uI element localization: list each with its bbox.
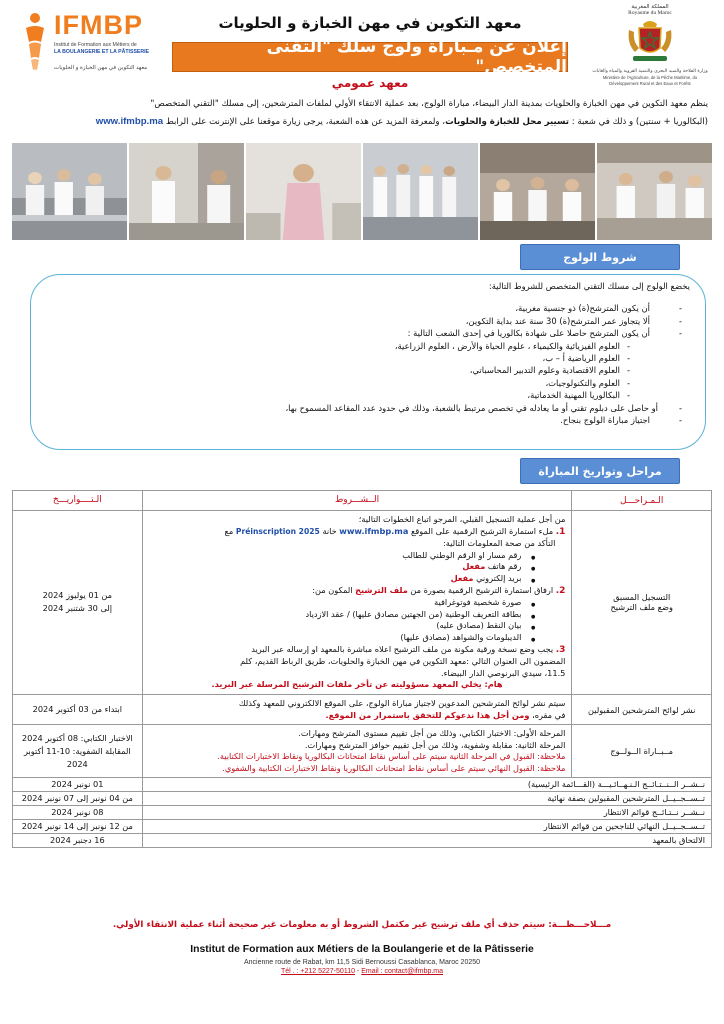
announcement-banner	[172, 37, 568, 77]
waiting-list-label: نــشــر نــتـائــج قوائم الانتظار	[142, 806, 711, 820]
header-step: الـمـراحـــل	[572, 491, 712, 511]
specialty-name: تسيير محل للخبازة والحلويات	[445, 117, 569, 127]
branch-item: - العلوم الاقتصادية وعلوم التدبير المحاسباتي،	[40, 364, 690, 376]
final-results-date: 01 نونبر 2024	[13, 778, 143, 792]
photo-kitchen-2	[129, 143, 244, 240]
photo-kitchen-4	[363, 143, 478, 240]
branch-item: - العلوم الرياضية أ – ب،	[40, 352, 690, 364]
ifmbp-figure-icon	[22, 12, 48, 72]
intro-line-1: ينظم معهد التكوين في مهن الخبازة والحلويات بمدينة الدار البيضاء، مباراة الولوج، بعد عملية الانتقاء الأولي لملفات المترشحين، إلى مسلك "التقني المتخصص"	[150, 99, 708, 109]
publish-lists-date: ابتداء من 03 أكتوبر 2024	[13, 694, 143, 724]
step-publish-lists: نشر لوائح المترشحين المقبولين	[572, 694, 712, 724]
final-registration-date: من 04 نونبر إلى 07 نونبر 2024	[13, 792, 143, 806]
list-item: ● رقم مسار او الرقم الوطني للطالب	[149, 550, 566, 562]
photo-kitchen-6	[597, 143, 712, 240]
final-results-label: نــشــر الــنــتـائــج الـنـهــائـيـــة (القـــائمة الرئيسية)	[142, 778, 711, 792]
important-note: مـــلاحـــظـــة: سيتم حذف أي ملف ترشيح غير مكتمل الشروط أو به معلومات غير صحيحة أثناء عملية الانتقاء الأولي.	[112, 920, 612, 930]
header-dates: الـتــــواريـــخ	[13, 491, 143, 511]
website-link[interactable]: www.ifmbp.ma	[339, 525, 409, 536]
condition-item: - أن يكون المترشح حاصلا على شهادة بكالوريا في إحدى الشعب التالية :	[40, 327, 690, 339]
list-item: ● الديبلومات والشواهد (مصادق عليها)	[149, 632, 566, 644]
entrance-exam-dates: الاختبار الكتابي: 08 أكتوبر 2024 المقابلة الشفوية: 10-11 أكتوبر 2024	[13, 725, 143, 778]
table-row	[13, 778, 712, 792]
table-row	[13, 694, 712, 724]
logo-subtitle-fr-2: LA BOULANGERIE ET LA PÂTISSERIE	[54, 49, 150, 55]
waiting-registration-label: تــســجــيــل النهائي للناجحين من قوائم الانتظار	[142, 820, 711, 834]
logo-subtitle-fr: Institut de Formation aux Métiers de	[54, 42, 137, 48]
preregistration-conditions: من أجل عملية التسجيل القبلي، المرجو اتباع الخطوات التالية؛ 1. ملء استمارة الترشيح الرقمية على الموقع www.ifmbp.ma خانة Préinscription 2025 مع التأكد من صحة المعلومات التالية: ● رقم مسار او الرقم الوطني للطالب ● رقم هاتف مفعل ● بريد إلكتروني مفعل 2. ارفاق استمارة الترشيح الرقمية بصورة من ملف الترشيح المكون من: ● صورة شخصية فوتوغرافية ● بطاقة التعريف الوطنية (من الجهتين مصادق عليها) / عقد الازدياد ● بيان النقط (مصادق عليه) ● الديبلومات والشواهد (مصادق عليها) 3. يجب وضع نسخة ورقية مكونة من ملف الترشيح اعلاه مباشرة بالمعهد او إرساله عبر البريد المضمون الى العنوان التالي :معهد التكوين في مهن الخبازة والحلويات، طريق الرباط القديم، كلم 11.5، سيدي البرنوصي الدار البيضاء. هام: يخلي المعهد مسؤوليته عن تأخر ملفات الترشيح المرسلة عبر البريد.	[142, 511, 572, 695]
kingdom-emblem	[590, 4, 710, 86]
conditions-list	[40, 280, 690, 426]
ministry-ar: وزارة الفلاحة والصيد البحري والتنمية القروية والمياه والغابات	[592, 69, 708, 74]
photo-kitchen-1	[12, 143, 127, 240]
table-row	[13, 725, 712, 778]
preinscription-link[interactable]: Préinscription 2025	[235, 526, 320, 536]
banner-text: إعلان عن مـباراة ولوج سلك "التقنى المتخصص"	[266, 37, 567, 77]
list-item: ● بيان النقط (مصادق عليه)	[149, 620, 566, 632]
photo-kitchen-3	[246, 143, 361, 240]
kingdom-ar: المملكة المغربية	[631, 4, 669, 10]
moroccan-crest-icon	[625, 18, 675, 64]
table-row	[13, 806, 712, 820]
preregistration-dates: من 01 يوليوز 2024 إلى 30 شتنبر 2024	[13, 511, 143, 695]
institute-type: معهد عمومي	[331, 76, 409, 90]
logo-subtitle-ar: معهد التكوين في مهن الخبازة و الحلويات	[54, 65, 148, 71]
table-row	[13, 834, 712, 848]
header-conditions: الــشـــروط	[142, 491, 572, 511]
photo-kitchen-5	[480, 143, 595, 240]
enrollment-label: الالتحاق بالمعهد	[142, 834, 711, 848]
kingdom-fr: Royaume du Maroc	[628, 10, 672, 16]
waiting-list-date: 08 نونبر 2024	[13, 806, 143, 820]
condition-item: - ألا يتجاوز عمر المترشح(ة) 30 سنة عند بداية التكوين،	[40, 315, 690, 327]
list-item: ● بريد إلكتروني مفعل	[149, 573, 566, 585]
footer-institute-name: Institut de Formation aux Métiers de la Boulangerie et de la Pâtisserie	[190, 944, 534, 955]
branch-item: - العلوم والتكنولوجيات،	[40, 377, 690, 389]
section-conditions-title: شروط الولوج	[520, 244, 680, 270]
table-row	[13, 792, 712, 806]
conditions-lead: يخضع الولوج إلى مسلك التقني المتخصص للشروط التالية:	[488, 281, 690, 291]
entrance-exam-conditions: المرحلة الأولى: الاختبار الكتابي، وذلك من أجل تقييم مستوى المترشح ومهارات. المرحلة الثانية: مقابلة وشفوية، وذلك من أجل تقييم حوافز المترشح ومهارات. ملاحظة: القبول في المرحلة الثانية سيتم على أساس نقاط امتحانات البكالوريا ونقاط الاختبارات الكتابية. ملاحظة: القبول النهائي سيتم على أساس نقاط امتحانات البكالوريا ونقاط الاختبارات الكتابية والشفوي.	[142, 725, 572, 778]
list-item: ● صورة شخصية فوتوغرافية	[149, 597, 566, 609]
branch-item: - البكالوريا المهنية الخدماتية،	[40, 389, 690, 401]
condition-alt: - أو حاصل على دبلوم تقني أو ما يعادله في تخصص مرتبط بالشعبة، وذلك في حدود عدد المقاعد المسموح بها،	[40, 402, 690, 414]
table-row	[13, 511, 712, 695]
footer-email[interactable]: Email : contact@ifmbp.ma	[361, 968, 444, 975]
footer-address: Ancienne route de Rabat, km 11,5 Sidi Bernoussi Casablanca, Maroc 20250	[243, 959, 481, 966]
warning-text: هام: يخلي المعهد مسؤوليته عن تأخر ملفات الترشيح المرسلة عبر البريد.	[211, 679, 503, 690]
page-header	[0, 0, 724, 92]
list-item: ● رقم هاتف مفعل	[149, 561, 566, 573]
phases-table	[12, 490, 712, 848]
step-entrance-exam: مــبــاراة الــولــوج	[572, 725, 712, 778]
condition-item: - اجتياز مباراة الولوج بنجاح.	[40, 414, 690, 426]
website-link[interactable]: www.ifmbp.ma	[95, 116, 164, 127]
condition-item: - أن يكون المترشح(ة) ذو جنسية مغربية،	[40, 302, 690, 314]
intro-line-2: (البكالوريا + سنتين) و ذلك في شعبة : تسيير محل للخبازة والحلويات، ولمعرفة المزيد عن هذه الشعبة، يرجى زيارة موقعنا على الإنترنت على الرابط www.ifmbp.ma	[95, 116, 708, 127]
footer-phone[interactable]: Tél . : +212 5227-50110	[280, 968, 355, 975]
intro-paragraph	[16, 96, 708, 131]
table-row	[13, 820, 712, 834]
list-item: ● بطاقة التعريف الوطنية (من الجهتين مصادق عليها) / عقد الازدياد	[149, 609, 566, 621]
footer-contact: Tél . : +212 5227-50110 - Email : contact@ifmbp.ma	[280, 968, 444, 975]
ministry-fr: Ministère de l'Agriculture, de la Pêche Maritime, du Développement Rural et des Eaux et Forêts	[602, 75, 698, 86]
enrollment-date: 16 دجنبر 2024	[13, 834, 143, 848]
logo-name: IFMBP	[54, 10, 143, 40]
photo-strip	[12, 143, 712, 240]
final-registration-label: تــســجــيــل المترشحين المقبولين بصفة نهائية	[142, 792, 711, 806]
section-phases-title: مراحل وتواريخ المباراة	[520, 458, 680, 484]
step-preregistration: التسجيل المسبق وضع ملف الترشيح	[572, 511, 712, 695]
ifmbp-logo	[22, 10, 152, 80]
branch-item: - العلوم الفيزيائية والكيمياء ، علوم الحياة والأرض ، العلوم الزراعية،	[40, 340, 690, 352]
page-title: معهد التكوين في مهن الخبازة و الحلويات	[218, 14, 522, 32]
waiting-registration-date: من 12 نونبر إلى 14 نونبر 2024	[13, 820, 143, 834]
publish-lists-conditions: سيتم نشر لوائح المترشحين المدعوين لاجتياز مباراة الولوج، على الموقع الالكتروني للمعهد وكذلك في مقره، ومن أجل هذا ندعوكم للتحقق باستمرار من الموقع.	[142, 694, 572, 724]
table-header-row	[13, 491, 712, 511]
page-footer	[0, 944, 724, 975]
